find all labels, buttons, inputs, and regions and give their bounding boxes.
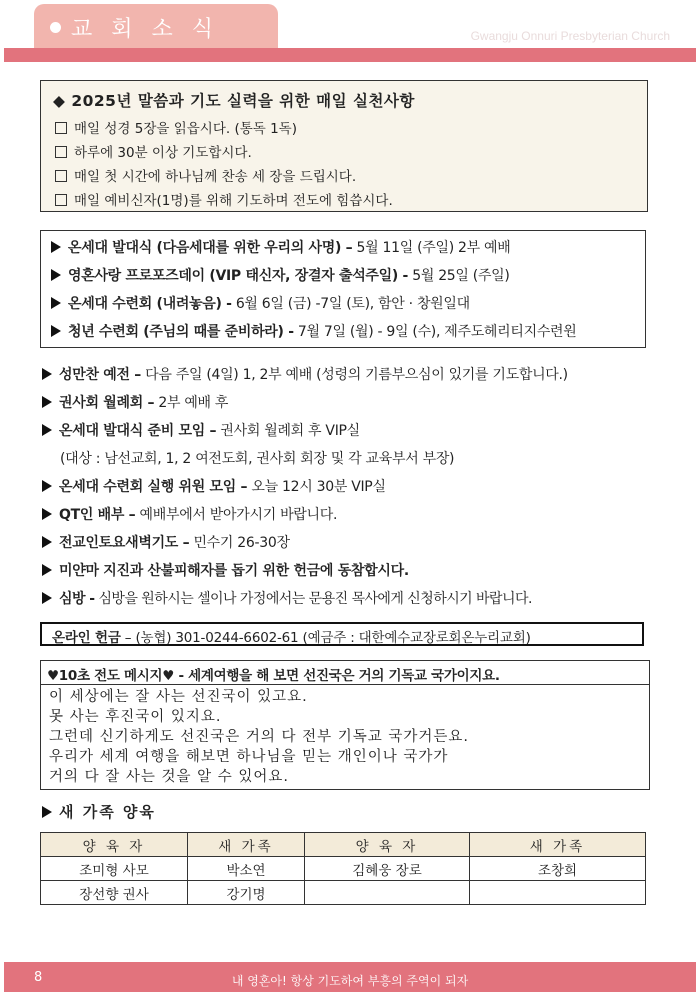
table-cell: 조미형 사모 <box>41 857 188 881</box>
table-cell: 장선향 권사 <box>41 881 188 905</box>
triangle-bullet-icon <box>42 368 52 380</box>
triangle-bullet-icon <box>51 269 61 281</box>
news-title: 미얀마 지진과 산불피해자를 돕기 위한 헌금에 동참합시다. <box>59 563 409 579</box>
practice-item <box>55 117 297 137</box>
column-header: 새 가족 <box>188 833 305 857</box>
triangle-bullet-icon <box>42 536 52 548</box>
message-line: 거의 다 잘 사는 것을 알 수 있어요. <box>49 769 289 785</box>
evangelism-message-body <box>41 685 649 787</box>
table-row <box>41 881 646 905</box>
practice-item-text: 하루에 30분 이상 기도합시다. <box>74 145 252 161</box>
event-detail: 6월 6일 (금) -7일 (토), 함안 · 창원일대 <box>231 296 470 312</box>
news-item <box>42 504 337 524</box>
page-number: 8 <box>34 970 43 985</box>
online-offering-box <box>40 622 644 646</box>
news-item <box>42 532 290 552</box>
checkbox-icon <box>55 194 67 206</box>
news-detail: 오늘 12시 30분 VIP실 <box>247 479 386 495</box>
new-family-section-title <box>42 801 156 822</box>
triangle-bullet-icon <box>42 480 52 492</box>
checkbox-icon <box>55 170 67 182</box>
event-title: 청년 수련회 (주님의 때를 준비하라) - <box>68 324 294 340</box>
table-cell: 조창희 <box>470 857 646 881</box>
event-item <box>51 293 470 313</box>
news-item <box>42 588 532 608</box>
news-title: 온세대 수련회 실행 위원 모임 – <box>59 479 248 495</box>
practice-item-text: 매일 예비신자(1명)를 위해 기도하며 전도에 힘씁시다. <box>74 193 393 209</box>
news-detail: 2부 예배 후 <box>154 395 229 411</box>
header-bar <box>4 48 696 62</box>
event-item <box>51 265 510 285</box>
news-detail: 권사회 월례회 후 VIP실 <box>216 423 360 439</box>
news-title: 권사회 월례회 – <box>59 395 155 411</box>
practice-item-text: 매일 성경 5장을 읽읍시다. (통독 1독) <box>74 121 297 137</box>
column-header: 양 육 자 <box>41 833 188 857</box>
message-line: 이 세상에는 잘 사는 선진국이 있고요. <box>49 689 308 705</box>
table-cell <box>470 881 646 905</box>
footer-bar <box>4 962 696 992</box>
news-title: 전교인토요새벽기도 – <box>59 535 190 551</box>
news-detail: 다음 주일 (4일) 1, 2부 예배 (성령의 기름부으심이 있기를 기도합니다.) <box>140 367 568 383</box>
daily-practice-box <box>40 80 648 212</box>
news-item <box>42 420 360 440</box>
bullet-dot-icon <box>50 22 61 33</box>
event-item <box>51 237 510 257</box>
practice-item-text: 매일 첫 시간에 하나님께 찬송 세 장을 드립시다. <box>74 169 357 185</box>
news-title: QT인 배부 – <box>59 507 136 523</box>
event-title: 영혼사랑 프로포즈데이 (VIP 태신자, 장결자 출석주일) - <box>68 268 409 284</box>
news-detail: 예배부에서 받아가시기 바랍니다. <box>135 507 338 523</box>
event-detail: 7월 7일 (월) - 9일 (수), 제주도헤리티지수련원 <box>293 324 577 340</box>
news-title: 심방 - <box>59 591 95 607</box>
new-family-title-text: 새 가족 양육 <box>59 803 156 821</box>
online-offering-label: 온라인 헌금 <box>52 630 121 646</box>
table-cell <box>305 881 470 905</box>
practice-item <box>55 141 252 161</box>
events-box <box>40 230 646 348</box>
evangelism-message-header <box>41 661 649 685</box>
triangle-bullet-icon <box>42 564 52 576</box>
event-title: 온세대 수련회 (내려놓음) - <box>68 296 232 312</box>
online-offering-account: – (농협) 301-0244-6602-61 (예금주 : 대한예수교장로회온누리교회) <box>120 630 531 646</box>
news-item <box>42 392 228 412</box>
news-item <box>42 560 409 580</box>
news-item-note <box>60 448 454 468</box>
news-detail: 심방을 원하시는 셀이나 가정에서는 문용진 목사에게 신청하시기 바랍니다. <box>94 591 532 607</box>
news-detail: 민수기 26-30장 <box>189 535 290 551</box>
message-line: 우리가 세계 여행을 해보면 하나님을 믿는 개인이나 국가가 <box>49 749 449 765</box>
news-title: 온세대 발대식 준비 모임 – <box>59 423 217 439</box>
table-row <box>41 857 646 881</box>
column-header: 새 가족 <box>470 833 646 857</box>
checkbox-icon <box>55 122 67 134</box>
triangle-bullet-icon <box>51 325 61 337</box>
message-line: 그런데 신기하게도 선진국은 거의 다 전부 기독교 국가거든요. <box>49 729 470 745</box>
event-detail: 5월 25일 (주일) <box>408 268 510 284</box>
event-title: 온세대 발대식 (다음세대를 위한 우리의 사명) – <box>68 240 353 256</box>
triangle-bullet-icon <box>51 241 61 253</box>
news-detail: (대상 : 남선교회, 1, 2 여전도회, 권사회 회장 및 각 교육부서 부장) <box>60 451 455 467</box>
evangelism-message-subtitle: - 세계여행을 해 보면 선진국은 거의 기독교 국가이지요. <box>174 668 500 684</box>
new-family-table <box>40 832 646 905</box>
evangelism-message-title: ♥10초 전도 메시지♥ <box>47 668 175 684</box>
event-detail: 5월 11일 (주일) 2부 예배 <box>352 240 511 256</box>
table-header-row <box>41 833 646 857</box>
table-cell: 강기명 <box>188 881 305 905</box>
triangle-bullet-icon <box>42 396 52 408</box>
footer-motto: 내 영혼아! 항상 기도하여 부흥의 주역이 되자 <box>231 974 469 988</box>
news-title: 성만찬 예전 – <box>59 367 141 383</box>
triangle-bullet-icon <box>42 424 52 436</box>
practice-item <box>55 189 393 209</box>
column-header: 양 육 자 <box>305 833 470 857</box>
evangelism-message-box <box>40 660 650 790</box>
triangle-bullet-icon <box>42 508 52 520</box>
message-line: 못 사는 후진국이 있지요. <box>49 709 222 725</box>
triangle-bullet-icon <box>51 297 61 309</box>
news-item <box>42 476 386 496</box>
event-item <box>51 321 577 341</box>
checkbox-icon <box>55 146 67 158</box>
daily-practice-title: ◆ 2025년 말씀과 기도 실력을 위한 매일 실천사항 <box>53 92 415 110</box>
church-name: Gwangju Onnuri Presbyterian Church <box>470 29 670 43</box>
triangle-bullet-icon <box>42 592 52 604</box>
practice-item <box>55 165 356 185</box>
page-title-text: 교 회 소 식 <box>71 17 219 42</box>
news-item <box>42 364 568 384</box>
triangle-bullet-icon <box>42 806 52 818</box>
table-cell: 김혜웅 장로 <box>305 857 470 881</box>
page-title <box>50 12 219 43</box>
table-cell: 박소연 <box>188 857 305 881</box>
